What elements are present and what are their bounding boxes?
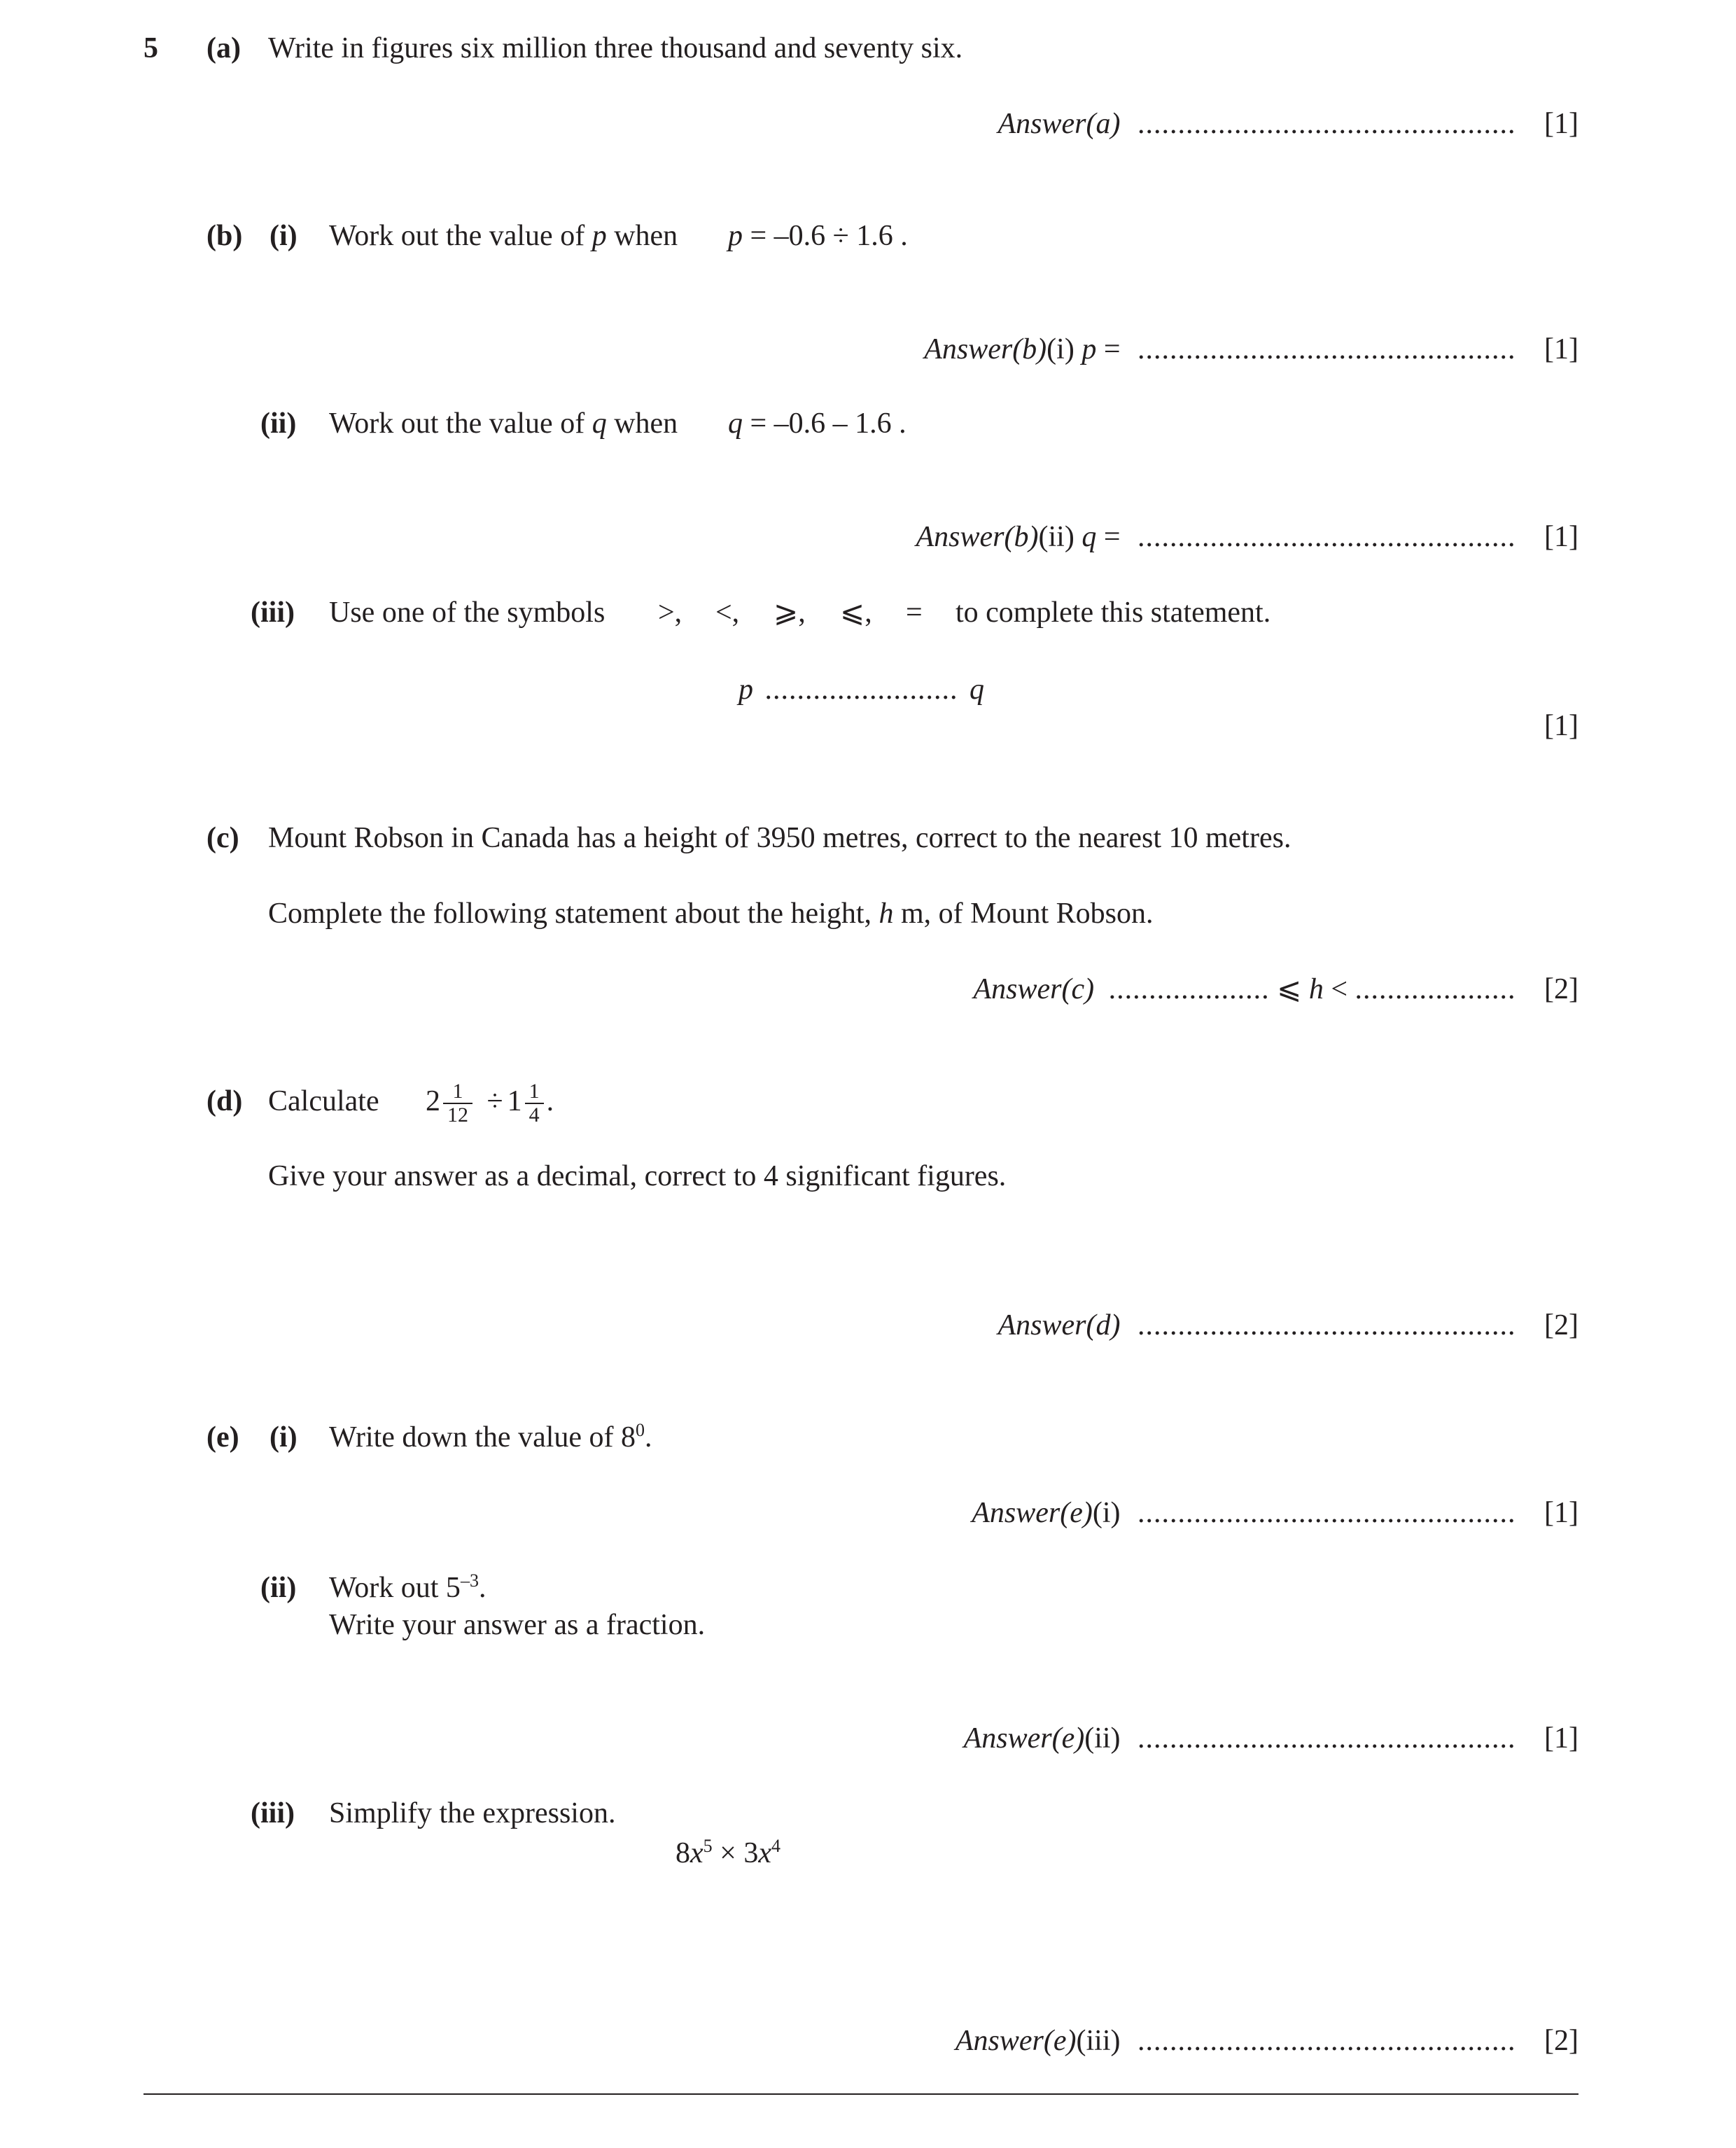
answer-e-i-field[interactable]: ............................................... xyxy=(1138,1497,1516,1529)
symbol-lt: <, xyxy=(715,597,740,629)
symbol-eq: = xyxy=(906,597,923,629)
part-b-iii-text: Use one of the symbols xyxy=(329,597,606,629)
answer-e-iii-label: Answer(e) xyxy=(955,2025,1077,2057)
answer-b-ii-row xyxy=(916,519,1578,555)
fraction-2-numerator: 1 xyxy=(525,1080,544,1104)
fraction-1-denominator: 12 xyxy=(447,1103,468,1127)
answer-e-iii-part: (iii) xyxy=(1076,2025,1121,2057)
marks-e-ii: [1] xyxy=(1544,1722,1578,1755)
part-e-i-text xyxy=(329,1420,652,1455)
answer-b-i-field[interactable]: ............................................... xyxy=(1138,333,1516,365)
part-b-ii-text-pre: Work out the value of xyxy=(329,407,592,440)
part-e-i-end: . xyxy=(645,1421,652,1453)
mixed-number-1-whole: 2 xyxy=(426,1085,440,1117)
symbol-gt: >, xyxy=(658,597,682,629)
answer-b-i-label: Answer(b) xyxy=(924,333,1047,365)
part-d-text: Calculate xyxy=(268,1085,379,1117)
part-d-end: . xyxy=(546,1085,554,1117)
part-b-ii-eq-var: q xyxy=(728,407,743,440)
part-b-i-label: (i) xyxy=(270,220,298,252)
answer-e-ii-field[interactable]: ............................................... xyxy=(1138,1722,1516,1755)
part-c-text2-pre: Complete the following statement about the height, xyxy=(268,898,879,930)
answer-e-ii-label: Answer(e) xyxy=(963,1722,1085,1755)
part-a-label: (a) xyxy=(206,32,241,64)
answer-d-label: Answer(d) xyxy=(997,1309,1121,1341)
marks-c: [2] xyxy=(1544,973,1578,1005)
divide-symbol: ÷ xyxy=(486,1085,503,1117)
answer-c-var: h xyxy=(1308,973,1324,1005)
answer-d-row xyxy=(998,1308,1578,1343)
expr-var-2: x xyxy=(758,1837,771,1869)
expr-var-1: x xyxy=(690,1837,704,1869)
answer-c-upper-field[interactable]: .................... xyxy=(1354,973,1516,1005)
symbol-ge: ⩾, xyxy=(774,597,806,629)
part-b-ii-text xyxy=(329,406,678,441)
answer-b-ii-part: (ii) xyxy=(1038,521,1082,553)
answer-b-ii-field[interactable]: ............................................... xyxy=(1138,521,1516,553)
part-b-iii-label: (iii) xyxy=(251,597,295,629)
part-d-label: (d) xyxy=(206,1085,243,1117)
marks-e-iii: [2] xyxy=(1544,2025,1578,2057)
answer-e-ii-row xyxy=(964,1721,1578,1756)
answer-e-ii-part: (ii) xyxy=(1084,1722,1121,1755)
answer-e-iii-field[interactable]: ............................................... xyxy=(1138,2025,1516,2057)
answer-b-i-row xyxy=(924,332,1578,367)
marks-b-i: [1] xyxy=(1544,333,1578,365)
part-c-text2 xyxy=(268,896,1154,931)
answer-d-field[interactable]: ............................................... xyxy=(1138,1309,1516,1341)
part-b-ii-eq-rest: = –0.6 – 1.6 . xyxy=(743,407,906,440)
part-b-i-eq-var: p xyxy=(728,220,743,252)
answer-a-field[interactable]: ............................................... xyxy=(1138,108,1516,140)
part-e-ii-label: (ii) xyxy=(260,1572,297,1604)
part-b-ii-label: (ii) xyxy=(260,407,297,440)
answer-b-i-var: p xyxy=(1082,333,1097,365)
footer-rule xyxy=(144,2093,1578,2095)
symbol-le: ⩽, xyxy=(840,597,872,629)
answer-b-i-eq: = xyxy=(1096,333,1121,365)
part-e-iii-expression xyxy=(676,1836,780,1871)
marks-b-ii: [1] xyxy=(1544,521,1578,553)
part-c-text2-post: m, of Mount Robson. xyxy=(893,898,1154,930)
part-e-iii-text: Simplify the expression. xyxy=(329,1797,616,1829)
part-b-i-eq-rest: = –0.6 ÷ 1.6 . xyxy=(743,220,908,252)
answer-e-i-label: Answer(e) xyxy=(972,1497,1093,1529)
part-d-expression xyxy=(426,1077,554,1126)
answer-a-label: Answer(a) xyxy=(997,108,1121,140)
part-c-text: Mount Robson in Canada has a height of 3950 metres, correct to the nearest 10 metres. xyxy=(268,822,1292,854)
answer-e-i-part: (i) xyxy=(1092,1497,1121,1529)
part-e-i-text-main: Write down the value of 8 xyxy=(329,1421,636,1453)
answer-c-le: ⩽ xyxy=(1269,973,1309,1005)
part-b-i-text xyxy=(329,218,678,253)
answer-c-label: Answer(c) xyxy=(973,973,1095,1005)
statement-q: q xyxy=(969,674,984,706)
part-e-label: (e) xyxy=(206,1421,239,1453)
part-e-iii-label: (iii) xyxy=(251,1797,295,1829)
expr-exp-1: 5 xyxy=(703,1836,713,1856)
answer-b-ii-label: Answer(b) xyxy=(916,521,1039,553)
part-b-i-text-mid: when xyxy=(606,220,678,252)
part-a-text: Write in figures six million three thousand and seventy six. xyxy=(268,32,963,64)
answer-a-row xyxy=(998,106,1578,141)
statement-p: p xyxy=(738,674,753,706)
statement-row xyxy=(738,672,984,707)
mixed-number-2-fraction xyxy=(525,1080,544,1127)
answer-e-iii-row xyxy=(955,2023,1578,2058)
answer-b-ii-eq: = xyxy=(1096,521,1121,553)
marks-d: [2] xyxy=(1544,1309,1578,1341)
part-b-label: (b) xyxy=(206,220,243,252)
answer-e-i-row xyxy=(972,1495,1578,1530)
part-b-i-text-pre: Work out the value of xyxy=(329,220,592,252)
part-e-ii-text-main: Work out 5 xyxy=(329,1572,461,1604)
answer-b-i-part: (i) xyxy=(1046,333,1082,365)
answer-b-ii-var: q xyxy=(1082,521,1097,553)
part-e-i-label: (i) xyxy=(270,1421,298,1453)
mixed-number-1-fraction xyxy=(443,1080,472,1127)
part-d-text2: Give your answer as a decimal, correct to 4 significant figures. xyxy=(268,1160,1007,1192)
answer-c-lt: < xyxy=(1323,973,1355,1005)
part-e-i-exponent: 0 xyxy=(636,1420,645,1440)
part-b-ii-text-mid: when xyxy=(606,407,678,440)
expr-coef-1: 8 xyxy=(676,1837,690,1869)
answer-c-row xyxy=(974,972,1579,1007)
part-b-ii-equation xyxy=(728,406,906,441)
marks-a: [1] xyxy=(1544,108,1578,140)
part-c-text2-var: h xyxy=(878,898,894,930)
part-b-i-var: p xyxy=(592,220,607,252)
question-number: 5 xyxy=(144,32,158,64)
part-c-label: (c) xyxy=(206,822,239,854)
expr-exp-2: 4 xyxy=(771,1836,780,1856)
mixed-number-2-whole: 1 xyxy=(507,1085,522,1117)
part-e-ii-exponent: –3 xyxy=(460,1570,479,1591)
fraction-2-denominator: 4 xyxy=(528,1103,540,1127)
fraction-1-numerator: 1 xyxy=(443,1080,472,1104)
part-b-ii-var: q xyxy=(592,407,607,440)
part-e-ii-end: . xyxy=(478,1572,486,1604)
answer-c-lower-field[interactable]: .................... xyxy=(1108,973,1270,1005)
expr-operator: × 3 xyxy=(712,1837,759,1869)
marks-b-iii: [1] xyxy=(1544,710,1578,742)
statement-field[interactable]: ........................ xyxy=(764,674,958,706)
part-b-iii-text-end: to complete this statement. xyxy=(955,597,1271,629)
part-e-ii-text2: Write your answer as a fraction. xyxy=(329,1609,706,1641)
part-e-ii-text xyxy=(329,1570,486,1605)
part-b-i-equation xyxy=(728,218,908,253)
marks-e-i: [1] xyxy=(1544,1497,1578,1529)
